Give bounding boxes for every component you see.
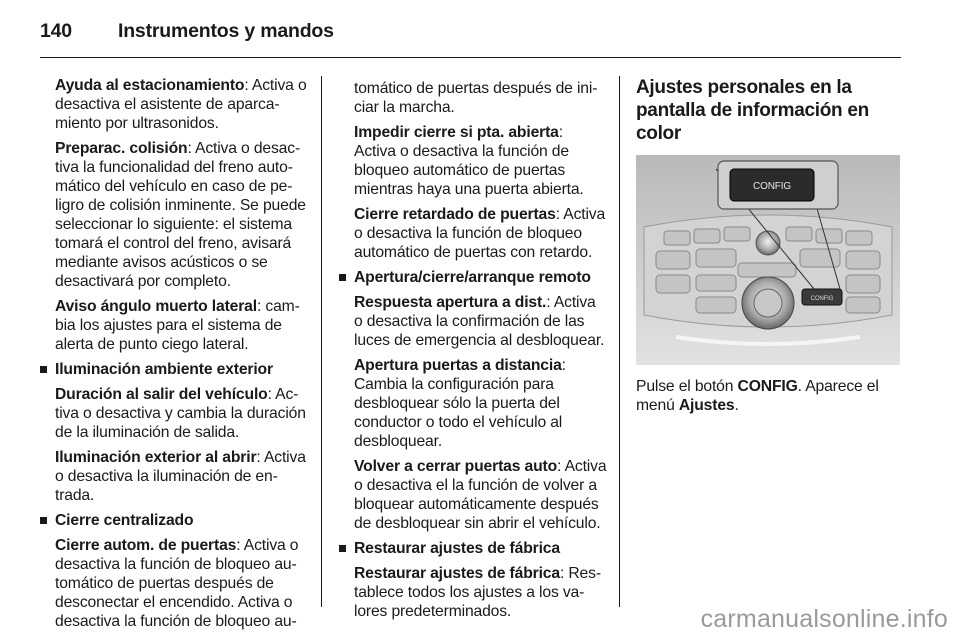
- setting-cierre-retardado: Cierre retardado de puertas: Activa o desactiva la función de bloqueo automático de puertas con retardo.: [354, 206, 606, 261]
- bullet-square: [339, 545, 346, 552]
- setting-apertura-distancia: Apertura puertas a distancia: Cambia la configuración para desbloquear sólo la puerta del conductor o todo el vehículo al desbloquear.: [354, 357, 566, 450]
- control-panel-photo: [636, 155, 900, 365]
- column-3: [636, 76, 906, 431]
- setting-restaurar-ajustes: Restaurar ajustes de fábrica: Restablece todos los ajustes a los valores predeterminados.: [354, 565, 602, 620]
- setting-ayuda-estacionamiento: Ayuda al estacionamiento: Activa o desactiva el asistente de aparcamiento por ultrasonidos.: [55, 77, 307, 132]
- watermark: carmanualsonline.info: [700, 605, 948, 633]
- setting-volver-cerrar: Volver a cerrar puertas auto: Activa o desactiva el la función de volver a bloquear automáticamente después de desbloquear sin abrir el vehículo.: [354, 458, 607, 532]
- config-button-small-label: CONFIG: [810, 296, 834, 302]
- photo-caption: Pulse el botón CONFIG. Aparece el menú Ajustes.: [636, 378, 879, 414]
- page-title: Instrumentos y mandos: [118, 20, 334, 42]
- section-cierre-centralizado: Cierre centralizado: [40, 511, 308, 530]
- column-2: [339, 79, 607, 627]
- column-divider-1: [321, 76, 322, 607]
- page-number: 140: [40, 20, 72, 42]
- setting-iluminacion-abrir: Iluminación exterior al abrir: Activa o desactiva la iluminación de entrada.: [55, 449, 306, 504]
- page-header: [40, 20, 900, 56]
- section-heading: Ajustes personales en la pantalla de información en color: [636, 77, 869, 144]
- setting-aviso-angulo-muerto: Aviso ángulo muerto lateral: cambia los ajustes para el sistema de alerta de punto ciego lateral.: [55, 298, 300, 353]
- continued-text: tomático de puertas después de iniciar la marcha.: [354, 80, 598, 116]
- bullet-square: [339, 274, 346, 281]
- setting-preparac-colision: Preparac. colisión: Activa o desactiva la funcionalidad del freno automático del vehículo en caso de peligro de colisión inminente. Se puede seleccionar lo siguiente: el sistema tomará el control del freno, avisará mediante avisos acústicos o se desactivará por completo.: [55, 140, 306, 290]
- bullet-square: [40, 366, 47, 373]
- section-apertura-remoto: Apertura/cierre/arranque remoto: [339, 268, 607, 287]
- section-restaurar: Restaurar ajustes de fábrica: [339, 539, 607, 558]
- setting-impedir-cierre: Impedir cierre si pta. abierta: Activa o desactiva la función de bloqueo automático de puertas mientras haya una puerta abierta.: [354, 124, 584, 198]
- section-iluminacion: Iluminación ambiente exterior: [40, 360, 308, 379]
- control-panel-illustration: [636, 155, 900, 365]
- header-rule: [40, 57, 901, 58]
- bullet-square: [40, 517, 47, 524]
- setting-respuesta-apertura: Respuesta apertura a dist.: Activa o desactiva la confirmación de las luces de emergencia al desbloquear.: [354, 294, 605, 349]
- setting-duracion-salir: Duración al salir del vehículo: Activa o desactiva y cambia la duración de la iluminación de salida.: [55, 386, 306, 441]
- column-1: [40, 76, 308, 637]
- column-divider-2: [619, 76, 620, 607]
- setting-cierre-autom: Cierre autom. de puertas: Activa o desactiva la función de bloqueo automático de puertas después de desconectar el encendido. Activa o desactiva la función de bloqueo au-: [55, 537, 299, 630]
- config-button-zoom-label: CONFIG: [753, 181, 791, 192]
